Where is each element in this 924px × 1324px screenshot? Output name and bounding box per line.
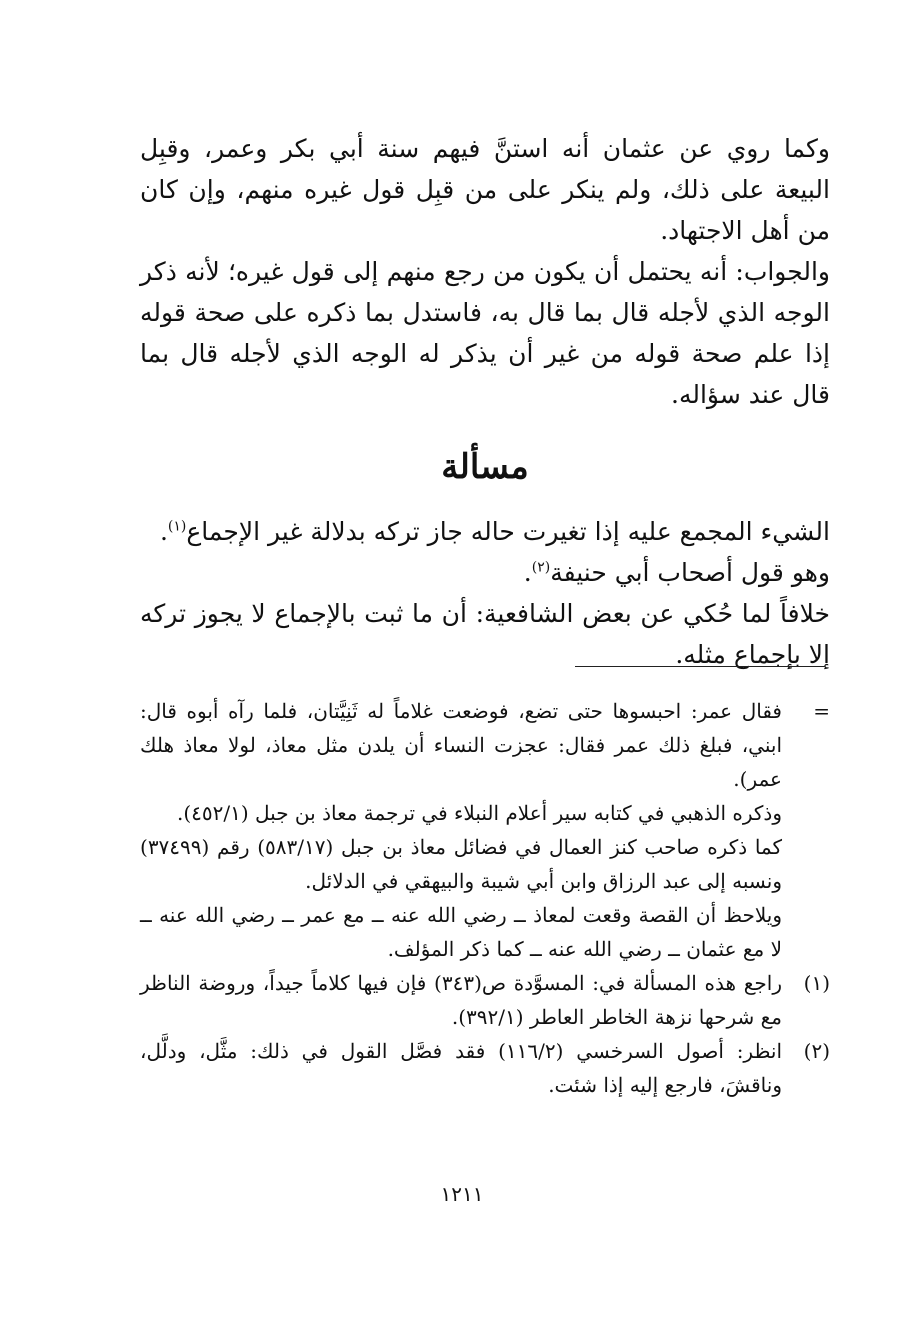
footnote-2-mark: (٢) [803,1039,830,1063]
footnote-2-body [140,1034,782,1102]
footnotes [140,694,830,1102]
footnote-continued-line-2: وذكره الذهبي في كتابه سير أعلام النبلاء في ترجمة معاذ بن جبل (٤٥٢/١). [176,801,782,825]
footnote-1-text: راجع هذه المسألة في: المسوَّدة ص(٣٤٣) فإن فيها كلاماً جيداً، وروضة الناظر مع شرحها نزهة الخاطر العاطر (٣٩٢/١). [140,971,782,1029]
section-paragraph-1-text: الشيء المجمع عليه إذا تغيرت حاله جاز تركه بدلالة غير الإجماع [186,517,830,546]
footnote-continued-line-4: ويلاحظ أن القصة وقعت لمعاذ ــ رضي الله عنه ــ مع عمر ــ رضي الله عنه ــ لا مع عثمان ــ رضي الله عنه ــ كما ذكر المؤلف. [140,903,782,961]
footnote-continued-body [140,694,782,966]
footnote-1 [140,966,830,1034]
footnote-2-text: انظر: أصول السرخسي (١١٦/٢) فقد فصَّل القول في ذلك: مثَّل، ودلَّل، وناقشَ، فارجع إليه إذا شئت. [140,1039,782,1097]
section-paragraph-1-end: . [159,517,168,546]
footnote-1-mark: (١) [803,971,830,995]
section-paragraph-2-end: . [523,558,532,587]
section-paragraph-2-text: وهو قول أصحاب أبي حنيفة [550,558,830,587]
section-heading: مسألة [441,447,529,487]
page-number: ١٢١١ [440,1182,484,1206]
footnote-2 [140,1034,830,1102]
footnote-continued-line-3: كما ذكره صاحب كنز العمال في فضائل معاذ بن جبل (٥٨٣/١٧) رقم (٣٧٤٩٩) ونسبه إلى عبد الرزاق وابن أبي شيبة والبيهقي في الدلائل. [140,835,782,893]
footnote-continued-line-1: فقال عمر: احبسوها حتى تضع، فوضعت غلاماً له ثَنِيَّتان، فلما رآه أبوه قال: ابني، فبلغ ذلك عمر فقال: عجزت النساء أن يلدن مثل معاذ، لولا معاذ هلك عمر). [140,699,782,791]
section-paragraph-1 [140,511,830,552]
footnote-continued-mark: = [813,699,830,723]
main-text-block [140,128,830,675]
section-paragraph-3: خلافاً لما حُكي عن بعض الشافعية: أن ما ثبت بالإجماع لا يجوز تركه إلا بإجماع مثله. [140,599,830,669]
footnote-separator [575,666,825,667]
footnote-1-body [140,966,782,1034]
footnote-ref-2: (٢) [531,559,551,576]
footnote-ref-1: (١) [167,518,187,535]
section-paragraph-2 [140,552,830,593]
main-paragraph-2: والجواب: أنه يحتمل أن يكون من رجع منهم إلى قول غيره؛ لأنه ذكر الوجه الذي لأجله قال بما قال به، فاستدل بما ذكره على صحة قوله إذا علم صحة قوله من غير أن يذكر له الوجه الذي لأجله قال بما قال عند سؤاله. [140,257,830,409]
footnote-continued [140,694,830,966]
main-paragraph-1: وكما روي عن عثمان أنه استنَّ فيهم سنة أبي بكر وعمر، وقبِل البيعة على ذلك، ولم ينكر على من قبِل قول غيره منهم، وإن كان من أهل الاجتهاد. [140,134,830,245]
